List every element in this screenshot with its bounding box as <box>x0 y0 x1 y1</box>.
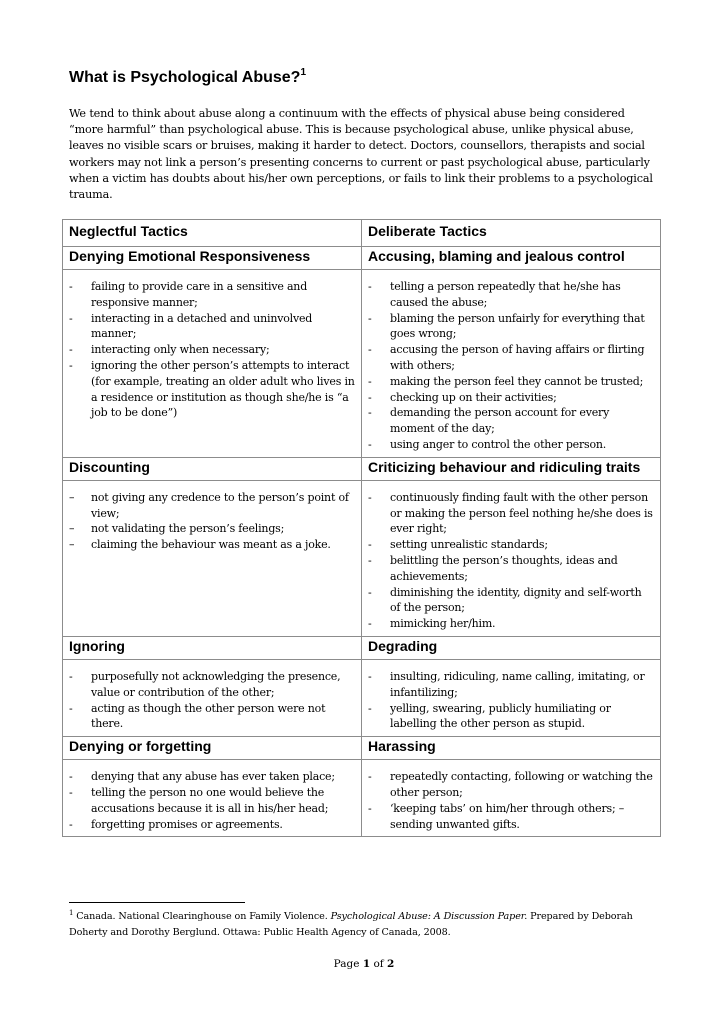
list-item-text: interacting in a detached and uninvolved manner; <box>91 311 313 341</box>
page-title <box>69 68 306 88</box>
list-item <box>368 537 654 553</box>
list-marker: - <box>368 538 372 552</box>
section-items-cell <box>362 659 661 736</box>
section-items-cell <box>63 480 362 636</box>
list-item-text: not giving any credence to the person’s point of view; <box>91 490 349 520</box>
list-item-text: yelling, swearing, publicly humiliating or labelling the other person as stupid. <box>390 701 611 731</box>
list-item-text: insulting, ridiculing, name calling, imitating, or infantilizing; <box>390 669 645 699</box>
section-heading: Ignoring <box>63 636 362 659</box>
list-item-text: mimicking her/him. <box>390 617 496 631</box>
list-item-text: blaming the person unfairly for everything that goes wrong; <box>390 311 645 341</box>
list-item-text: telling the person no one would believe the accusations because it is all in his/her head; <box>91 785 329 815</box>
title-footnote-ref: 1 <box>300 67 307 78</box>
list-marker: - <box>69 770 73 784</box>
list-item <box>368 701 654 733</box>
list-item-text: not validating the person’s feelings; <box>91 522 285 536</box>
footnote-text-before: Canada. National Clearinghouse on Family Violence. <box>73 911 331 922</box>
list-item <box>368 342 654 374</box>
list-item-text: ‘keeping tabs’ on him/her through others; – sending unwanted gifts. <box>390 801 625 831</box>
list-marker: - <box>368 553 372 567</box>
list-marker: - <box>368 801 372 815</box>
tactic-list <box>69 769 355 832</box>
tactic-list <box>69 279 355 421</box>
list-marker: - <box>368 343 372 357</box>
section-heading: Discounting <box>63 457 362 480</box>
list-item <box>69 342 355 358</box>
section-heading: Denying Emotional Responsiveness <box>63 247 362 270</box>
list-marker: - <box>368 374 372 388</box>
list-item-text: setting unrealistic standards; <box>390 538 548 552</box>
tactic-list <box>69 490 355 553</box>
list-item-text: interacting only when necessary; <box>91 343 270 357</box>
section-heading: Criticizing behaviour and ridiculing traits <box>362 457 661 480</box>
list-item <box>69 785 355 817</box>
footnote-number: 1 <box>69 909 74 917</box>
footnote <box>69 909 669 941</box>
table-header-row <box>63 220 661 247</box>
page-number <box>0 957 728 971</box>
list-item-text: failing to provide care in a sensitive and responsive manner; <box>91 280 308 309</box>
list-item <box>69 669 355 701</box>
section-items-cell <box>362 270 661 458</box>
list-item-text: accusing the person of having affairs or flirting with others; <box>390 343 645 372</box>
list-item <box>368 374 654 390</box>
list-item <box>368 390 654 406</box>
section-heading-row <box>63 247 661 270</box>
list-item <box>69 537 355 553</box>
list-marker: - <box>368 770 372 784</box>
intro-paragraph: We tend to think about abuse along a continuum with the effects of physical abuse being considered “more harmful” than psychological abuse. This is because psychological abuse, unlike physical abuse, leaves no visible scars or bruises, making it harder to detect. Doctors, counsellors, therapists and social workers may not link a person’s presenting concerns to current or past psychological abuse, particularly when a victim has doubts about his/her own perceptions, or fails to link their problems to a psychological trauma. <box>69 107 653 202</box>
list-marker: - <box>69 343 73 357</box>
section-items-row <box>63 659 661 736</box>
list-item-text: checking up on their activities; <box>390 390 557 404</box>
list-item <box>69 817 355 833</box>
list-item <box>368 437 654 453</box>
section-items-cell <box>63 270 362 458</box>
footnote-divider <box>69 902 245 903</box>
section-items-row <box>63 760 661 837</box>
section-heading: Harassing <box>362 737 661 760</box>
section-heading: Denying or forgetting <box>63 737 362 760</box>
list-item <box>69 769 355 785</box>
list-marker: - <box>368 617 372 631</box>
section-items-row <box>63 270 661 458</box>
tactic-list <box>69 669 355 732</box>
list-item-text: continuously finding fault with the other person or making the person feel nothing he/she does is ever right; <box>390 490 653 536</box>
list-item-text: diminishing the identity, dignity and self-worth of the person; <box>390 585 642 615</box>
list-item <box>368 553 654 585</box>
section-heading-row <box>63 457 661 480</box>
section-heading-row <box>63 636 661 659</box>
tactic-list <box>368 669 654 732</box>
tactics-table <box>62 219 661 837</box>
list-item-text: denying that any abuse has ever taken place; <box>91 770 335 784</box>
list-marker: - <box>69 701 73 715</box>
list-item <box>368 769 654 801</box>
list-item <box>368 585 654 617</box>
list-item-text: demanding the person account for every moment of the day; <box>390 406 610 436</box>
list-item-text: purposefully not acknowledging the presence, value or contribution of the other; <box>91 669 341 699</box>
section-heading: Accusing, blaming and jealous control <box>362 247 661 270</box>
list-item-text: ignoring the other person’s attempts to interact (for example, treating an older adult who lives in a residence or institution as though she/he is “a job to be done”) <box>91 358 355 420</box>
list-marker: - <box>368 585 372 599</box>
list-item-text: making the person feel they cannot be trusted; <box>390 374 644 388</box>
list-item <box>69 279 355 311</box>
section-items-cell <box>362 760 661 837</box>
title-text: What is Psychological Abuse? <box>69 69 301 86</box>
section-heading: Degrading <box>362 636 661 659</box>
list-item <box>69 701 355 733</box>
list-item <box>69 358 355 421</box>
section-items-cell <box>362 480 661 636</box>
section-heading-row <box>63 737 661 760</box>
list-marker: – <box>69 522 75 536</box>
list-item <box>368 616 654 632</box>
list-item <box>69 490 355 522</box>
list-item-text: belittling the person’s thoughts, ideas and achievements; <box>390 553 618 583</box>
list-item-text: forgetting promises or agreements. <box>91 817 283 831</box>
list-item <box>368 801 654 833</box>
footnote-source-title: Psychological Abuse: A Discussion Paper. <box>330 911 528 922</box>
column-header-deliberate: Deliberate Tactics <box>362 220 661 247</box>
page-number-total: 2 <box>387 958 395 970</box>
section-items-row <box>63 480 661 636</box>
page-number-prefix: Page <box>333 958 363 970</box>
list-item-text: acting as though the other person were not there. <box>91 701 326 731</box>
list-marker: - <box>69 311 73 325</box>
list-item-text: claiming the behaviour was meant as a joke. <box>91 538 331 552</box>
section-items-cell <box>63 760 362 837</box>
list-marker: - <box>368 311 372 325</box>
list-item <box>368 490 654 537</box>
tactic-list <box>368 279 654 453</box>
list-item-text: telling a person repeatedly that he/she has caused the abuse; <box>390 280 621 309</box>
list-marker: – <box>69 538 75 552</box>
list-item <box>368 405 654 437</box>
page-number-separator: of <box>370 958 388 970</box>
list-item-text: repeatedly contacting, following or watching the other person; <box>390 770 653 799</box>
list-marker: - <box>69 785 73 799</box>
list-marker: - <box>368 406 372 420</box>
list-marker: - <box>368 437 372 451</box>
list-marker: - <box>368 280 372 293</box>
tactic-list <box>368 490 654 632</box>
list-item-text: using anger to control the other person. <box>390 437 607 451</box>
section-items-cell <box>63 659 362 736</box>
list-item <box>368 669 654 701</box>
tactic-list <box>368 769 654 832</box>
list-marker: - <box>368 490 372 504</box>
list-marker: – <box>69 490 75 504</box>
list-marker: - <box>368 701 372 715</box>
list-item <box>368 279 654 311</box>
list-marker: - <box>368 669 372 683</box>
list-marker: - <box>368 390 372 404</box>
column-header-neglectful: Neglectful Tactics <box>63 220 362 247</box>
list-marker: - <box>69 817 73 831</box>
list-item <box>69 311 355 343</box>
list-marker: - <box>69 669 73 683</box>
footnote-text-after: Prepared by Deborah Doherty and Dorothy Berglund. Ottawa: Public Health Agency of Canada, 2008. <box>69 911 633 938</box>
page-number-current: 1 <box>362 958 371 970</box>
list-item <box>368 311 654 343</box>
list-marker: - <box>69 358 73 372</box>
list-item <box>69 521 355 537</box>
list-marker: - <box>69 280 73 293</box>
